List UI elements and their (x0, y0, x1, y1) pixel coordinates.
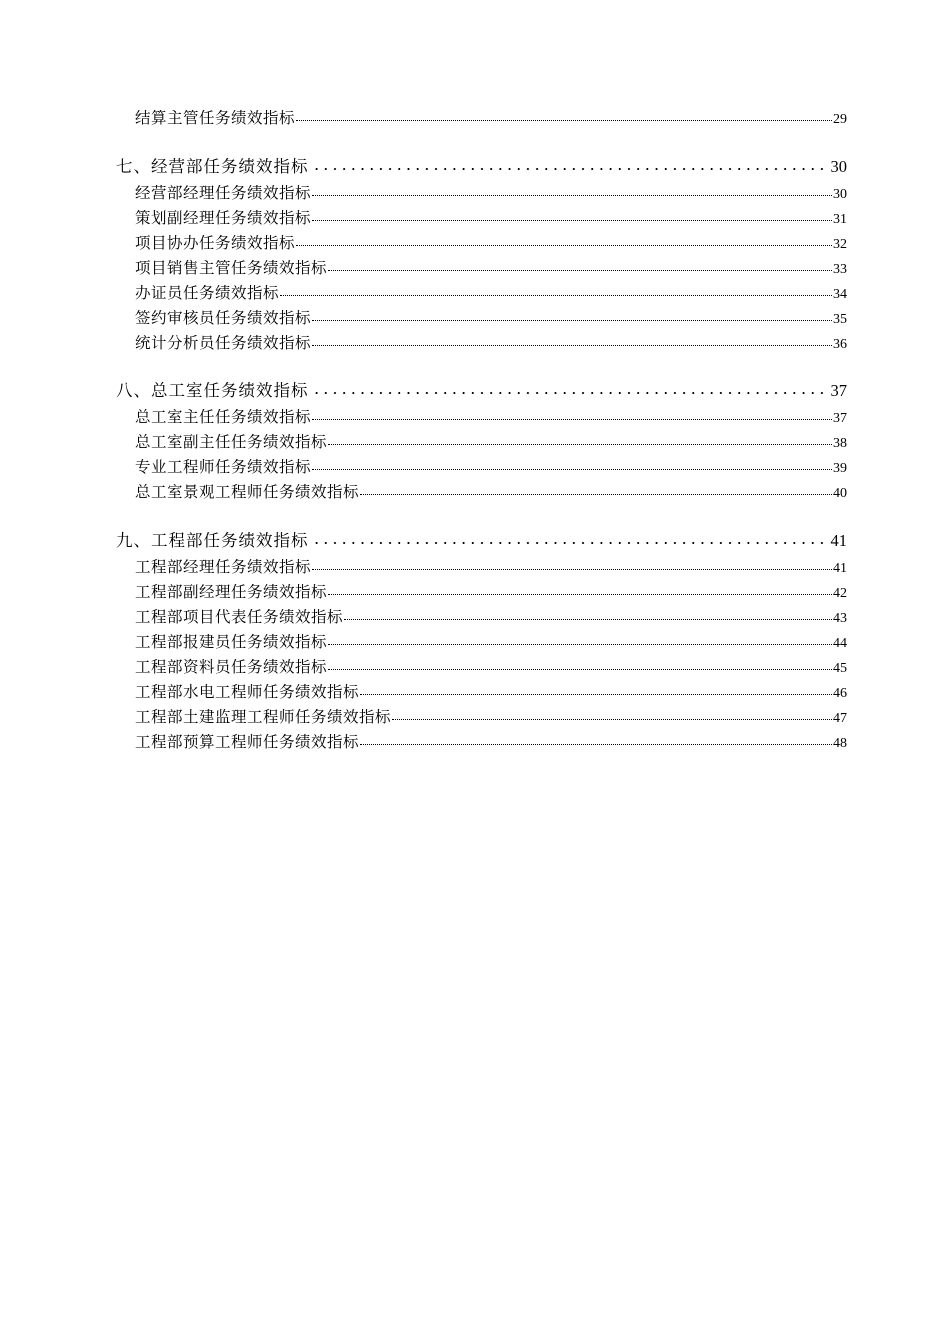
toc-dot-leader (328, 258, 832, 274)
toc-entry-page: 33 (833, 262, 847, 277)
toc-entry-title: 工程部资料员任务绩效指标 (135, 658, 328, 676)
toc-entry-page: 30 (833, 187, 847, 202)
toc-entry-page: 29 (833, 112, 847, 127)
toc-entry-page: 48 (833, 736, 847, 751)
toc-entry-page: 42 (833, 586, 847, 601)
toc-entry-permit-clerk[interactable] (135, 631, 847, 653)
toc-dot-leader (310, 380, 830, 397)
toc-dot-leader (360, 682, 832, 698)
toc-entry-title: 统计分析员任务绩效指标 (135, 334, 312, 352)
toc-section-business-dept[interactable] (116, 155, 847, 179)
toc-entry-page: 46 (833, 686, 847, 701)
toc-entry-title: 项目协办任务绩效指标 (135, 234, 296, 252)
toc-dot-leader (310, 530, 830, 547)
toc-entry-project-representative[interactable] (135, 606, 847, 628)
toc-entry-title: 办证员任务绩效指标 (135, 284, 280, 302)
toc-entry-contract-reviewer[interactable] (135, 307, 847, 329)
toc-entry-page: 39 (833, 461, 847, 476)
toc-entry-page: 40 (833, 486, 847, 501)
toc-dot-leader (312, 183, 832, 199)
toc-entry-engineering-manager[interactable] (135, 556, 847, 578)
toc-entry-title: 工程部水电工程师任务绩效指标 (135, 683, 360, 701)
toc-dot-leader (360, 732, 832, 748)
toc-section-page: 41 (830, 531, 847, 550)
toc-entry-page: 44 (833, 636, 847, 651)
toc-section-chief-engineer-office[interactable] (116, 379, 847, 403)
toc-entry-budget-engineer[interactable] (135, 731, 847, 753)
toc-section-title: 七、经营部任务绩效指标 (116, 157, 309, 176)
toc-entry-settlement-supervisor[interactable] (135, 107, 847, 129)
toc-entry-page: 32 (833, 237, 847, 252)
toc-entry-page: 37 (833, 411, 847, 426)
toc-entry-page: 35 (833, 312, 847, 327)
toc-section-page: 37 (830, 381, 847, 400)
toc-dot-leader (280, 283, 832, 299)
toc-entry-page: 31 (833, 212, 847, 227)
toc-entry-page: 47 (833, 711, 847, 726)
toc-dot-leader (312, 457, 832, 473)
toc-dot-leader (312, 407, 832, 423)
toc-entry-page: 38 (833, 436, 847, 451)
toc-dot-leader (328, 632, 832, 648)
toc-entry-title: 工程部项目代表任务绩效指标 (135, 608, 344, 626)
toc-entry-title: 工程部副经理任务绩效指标 (135, 583, 328, 601)
toc-entry-page: 36 (833, 337, 847, 352)
toc-entry-title: 签约审核员任务绩效指标 (135, 309, 312, 327)
toc-entry-title: 专业工程师任务绩效指标 (135, 458, 312, 476)
toc-dot-leader (328, 432, 832, 448)
toc-section-title: 九、工程部任务绩效指标 (116, 531, 309, 550)
toc-section-title: 八、总工室任务绩效指标 (116, 381, 309, 400)
toc-dot-leader (328, 582, 832, 598)
toc-entry-office-deputy-director[interactable] (135, 431, 847, 453)
toc-dot-leader (296, 108, 832, 124)
toc-entry-business-manager[interactable] (135, 182, 847, 204)
toc-entry-page: 34 (833, 287, 847, 302)
toc-dot-leader (312, 557, 832, 573)
toc-entry-title: 结算主管任务绩效指标 (135, 109, 296, 127)
toc-dot-leader (328, 657, 832, 673)
toc-entry-title: 工程部经理任务绩效指标 (135, 558, 312, 576)
toc-dot-leader (310, 156, 830, 173)
toc-entry-title: 策划副经理任务绩效指标 (135, 209, 312, 227)
toc-entry-civil-supervision-engineer[interactable] (135, 706, 847, 728)
toc-entry-project-assistant[interactable] (135, 232, 847, 254)
toc-entry-title: 总工室副主任任务绩效指标 (135, 433, 328, 451)
toc-entry-professional-engineer[interactable] (135, 456, 847, 478)
toc-entry-landscape-engineer[interactable] (135, 481, 847, 503)
toc-dot-leader (360, 482, 832, 498)
toc-entry-title: 项目销售主管任务绩效指标 (135, 259, 328, 277)
toc-entry-title: 工程部土建监理工程师任务绩效指标 (135, 708, 392, 726)
toc-dot-leader (312, 308, 832, 324)
toc-entry-title: 工程部预算工程师任务绩效指标 (135, 733, 360, 751)
toc-entry-statistical-analyst[interactable] (135, 332, 847, 354)
toc-entry-certificate-clerk[interactable] (135, 282, 847, 304)
toc-entry-title: 经营部经理任务绩效指标 (135, 184, 312, 202)
toc-entry-mep-engineer[interactable] (135, 681, 847, 703)
toc-section-engineering-dept[interactable] (116, 529, 847, 553)
toc-dot-leader (312, 208, 832, 224)
toc-entry-project-sales-supervisor[interactable] (135, 257, 847, 279)
toc-dot-leader (312, 333, 832, 349)
toc-entry-page: 43 (833, 611, 847, 626)
toc-entry-document-clerk[interactable] (135, 656, 847, 678)
toc-entry-title: 总工室景观工程师任务绩效指标 (135, 483, 360, 501)
toc-entry-planning-deputy-manager[interactable] (135, 207, 847, 229)
toc-entry-office-director[interactable] (135, 406, 847, 428)
toc-dot-leader (344, 607, 832, 623)
toc-section-page: 30 (830, 157, 847, 176)
toc-entry-title: 总工室主任任务绩效指标 (135, 408, 312, 426)
toc-entry-engineering-deputy-manager[interactable] (135, 581, 847, 603)
toc-dot-leader (296, 233, 832, 249)
toc-dot-leader (392, 707, 832, 723)
toc-entry-page: 45 (833, 661, 847, 676)
toc-entry-page: 41 (833, 561, 847, 576)
toc-entry-title: 工程部报建员任务绩效指标 (135, 633, 328, 651)
